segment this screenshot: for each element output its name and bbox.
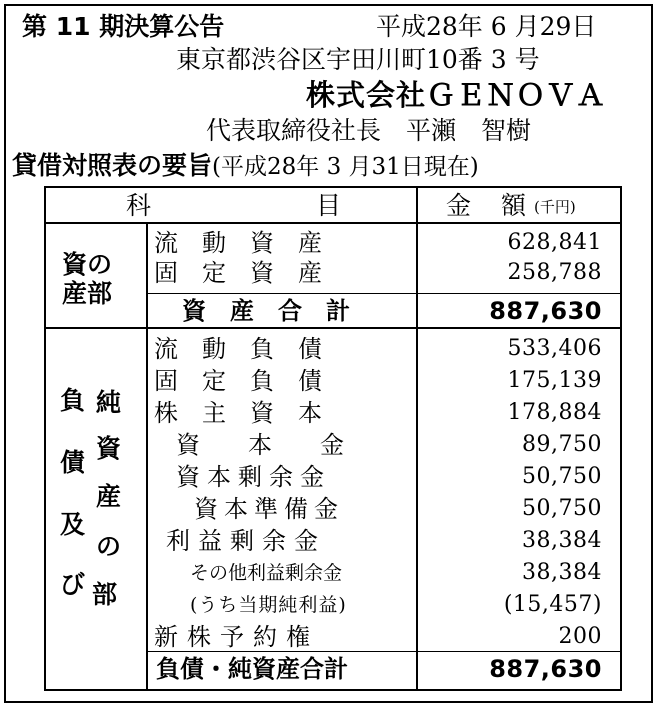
item-label: 資 本 金 <box>176 431 344 459</box>
item-value: 175,139 <box>507 368 602 393</box>
item-value: 50,750 <box>522 464 602 489</box>
notice-title: 第 11 期決算公告 <box>22 12 225 41</box>
liabilities-side-char: び <box>60 570 86 599</box>
liabilities-total-divider <box>147 651 620 652</box>
assets-label-bottom: 産部 <box>62 279 113 308</box>
item-value: 533,406 <box>507 336 602 361</box>
summary-date: (平成28年 3 月31日現在) <box>212 154 479 180</box>
summary-heading <box>12 153 479 179</box>
net-assets-side-char: 資 <box>96 434 122 463</box>
assets-total-label: 資 産 合 計 <box>182 297 350 325</box>
item-label: 固 定 負 債 <box>154 367 322 395</box>
item-label: 株 主 資 本 <box>154 399 322 427</box>
item-label: 資本剰余金 <box>176 463 331 491</box>
representative: 代表取締役社長 平瀬 智樹 <box>206 116 532 145</box>
liabilities-side-char: 負 <box>60 386 86 415</box>
item-label: (うち当期純利益) <box>190 594 347 616</box>
assets-subtotal-divider <box>147 293 620 294</box>
liabilities-total-label: 負債・純資産合計 <box>156 655 348 683</box>
summary-title: 貸借対照表の要旨 <box>12 151 213 180</box>
amount-divider <box>416 188 418 689</box>
assets-total-value: 887,630 <box>489 297 602 325</box>
col-header-subject-2: 目 <box>316 191 342 220</box>
header-divider <box>46 222 620 224</box>
net-assets-side-char: 純 <box>96 388 122 417</box>
col-header-amount-2: 額 <box>501 191 527 220</box>
item-label: その他利益剰余金 <box>190 562 343 584</box>
item-label: 流 動 資 産 <box>154 229 322 257</box>
assets-label-top: 資の <box>62 250 113 279</box>
balance-sheet-table <box>44 186 622 691</box>
item-label: 資本準備金 <box>194 495 344 523</box>
item-label: 流 動 負 債 <box>154 335 322 363</box>
col-header-subject-1: 科 <box>126 191 152 220</box>
item-value: 89,750 <box>522 432 602 457</box>
col-header-amount-1: 金 <box>446 191 472 220</box>
net-assets-side-char: の <box>96 532 122 561</box>
item-value: 628,841 <box>507 230 602 255</box>
unit-label: (千円) <box>534 198 576 216</box>
assets-liabilities-divider <box>46 327 620 329</box>
item-label: 利益剰余金 <box>166 527 326 555</box>
item-value: 38,384 <box>522 560 602 585</box>
company-name: 株式会社ＧＥＮＯＶＡ <box>306 78 607 112</box>
notice-date: 平成28年 6 月29日 <box>376 12 597 41</box>
item-value: 178,884 <box>507 400 602 425</box>
item-value: 50,750 <box>522 496 602 521</box>
item-value: 38,384 <box>522 528 602 553</box>
company-address: 東京都渋谷区宇田川町10番 3 号 <box>176 45 540 74</box>
net-assets-side-char: 部 <box>92 580 118 609</box>
item-label: 固 定 資 産 <box>154 259 322 287</box>
liabilities-total-value: 887,630 <box>489 655 602 683</box>
net-assets-side-char: 産 <box>96 482 122 511</box>
item-value: 200 <box>558 624 602 649</box>
item-value: (15,457) <box>503 592 602 617</box>
liabilities-side-char: 及 <box>60 510 86 539</box>
item-value: 258,788 <box>507 260 602 285</box>
liabilities-side-char: 債 <box>60 448 86 477</box>
item-label: 新株予約権 <box>154 623 319 651</box>
